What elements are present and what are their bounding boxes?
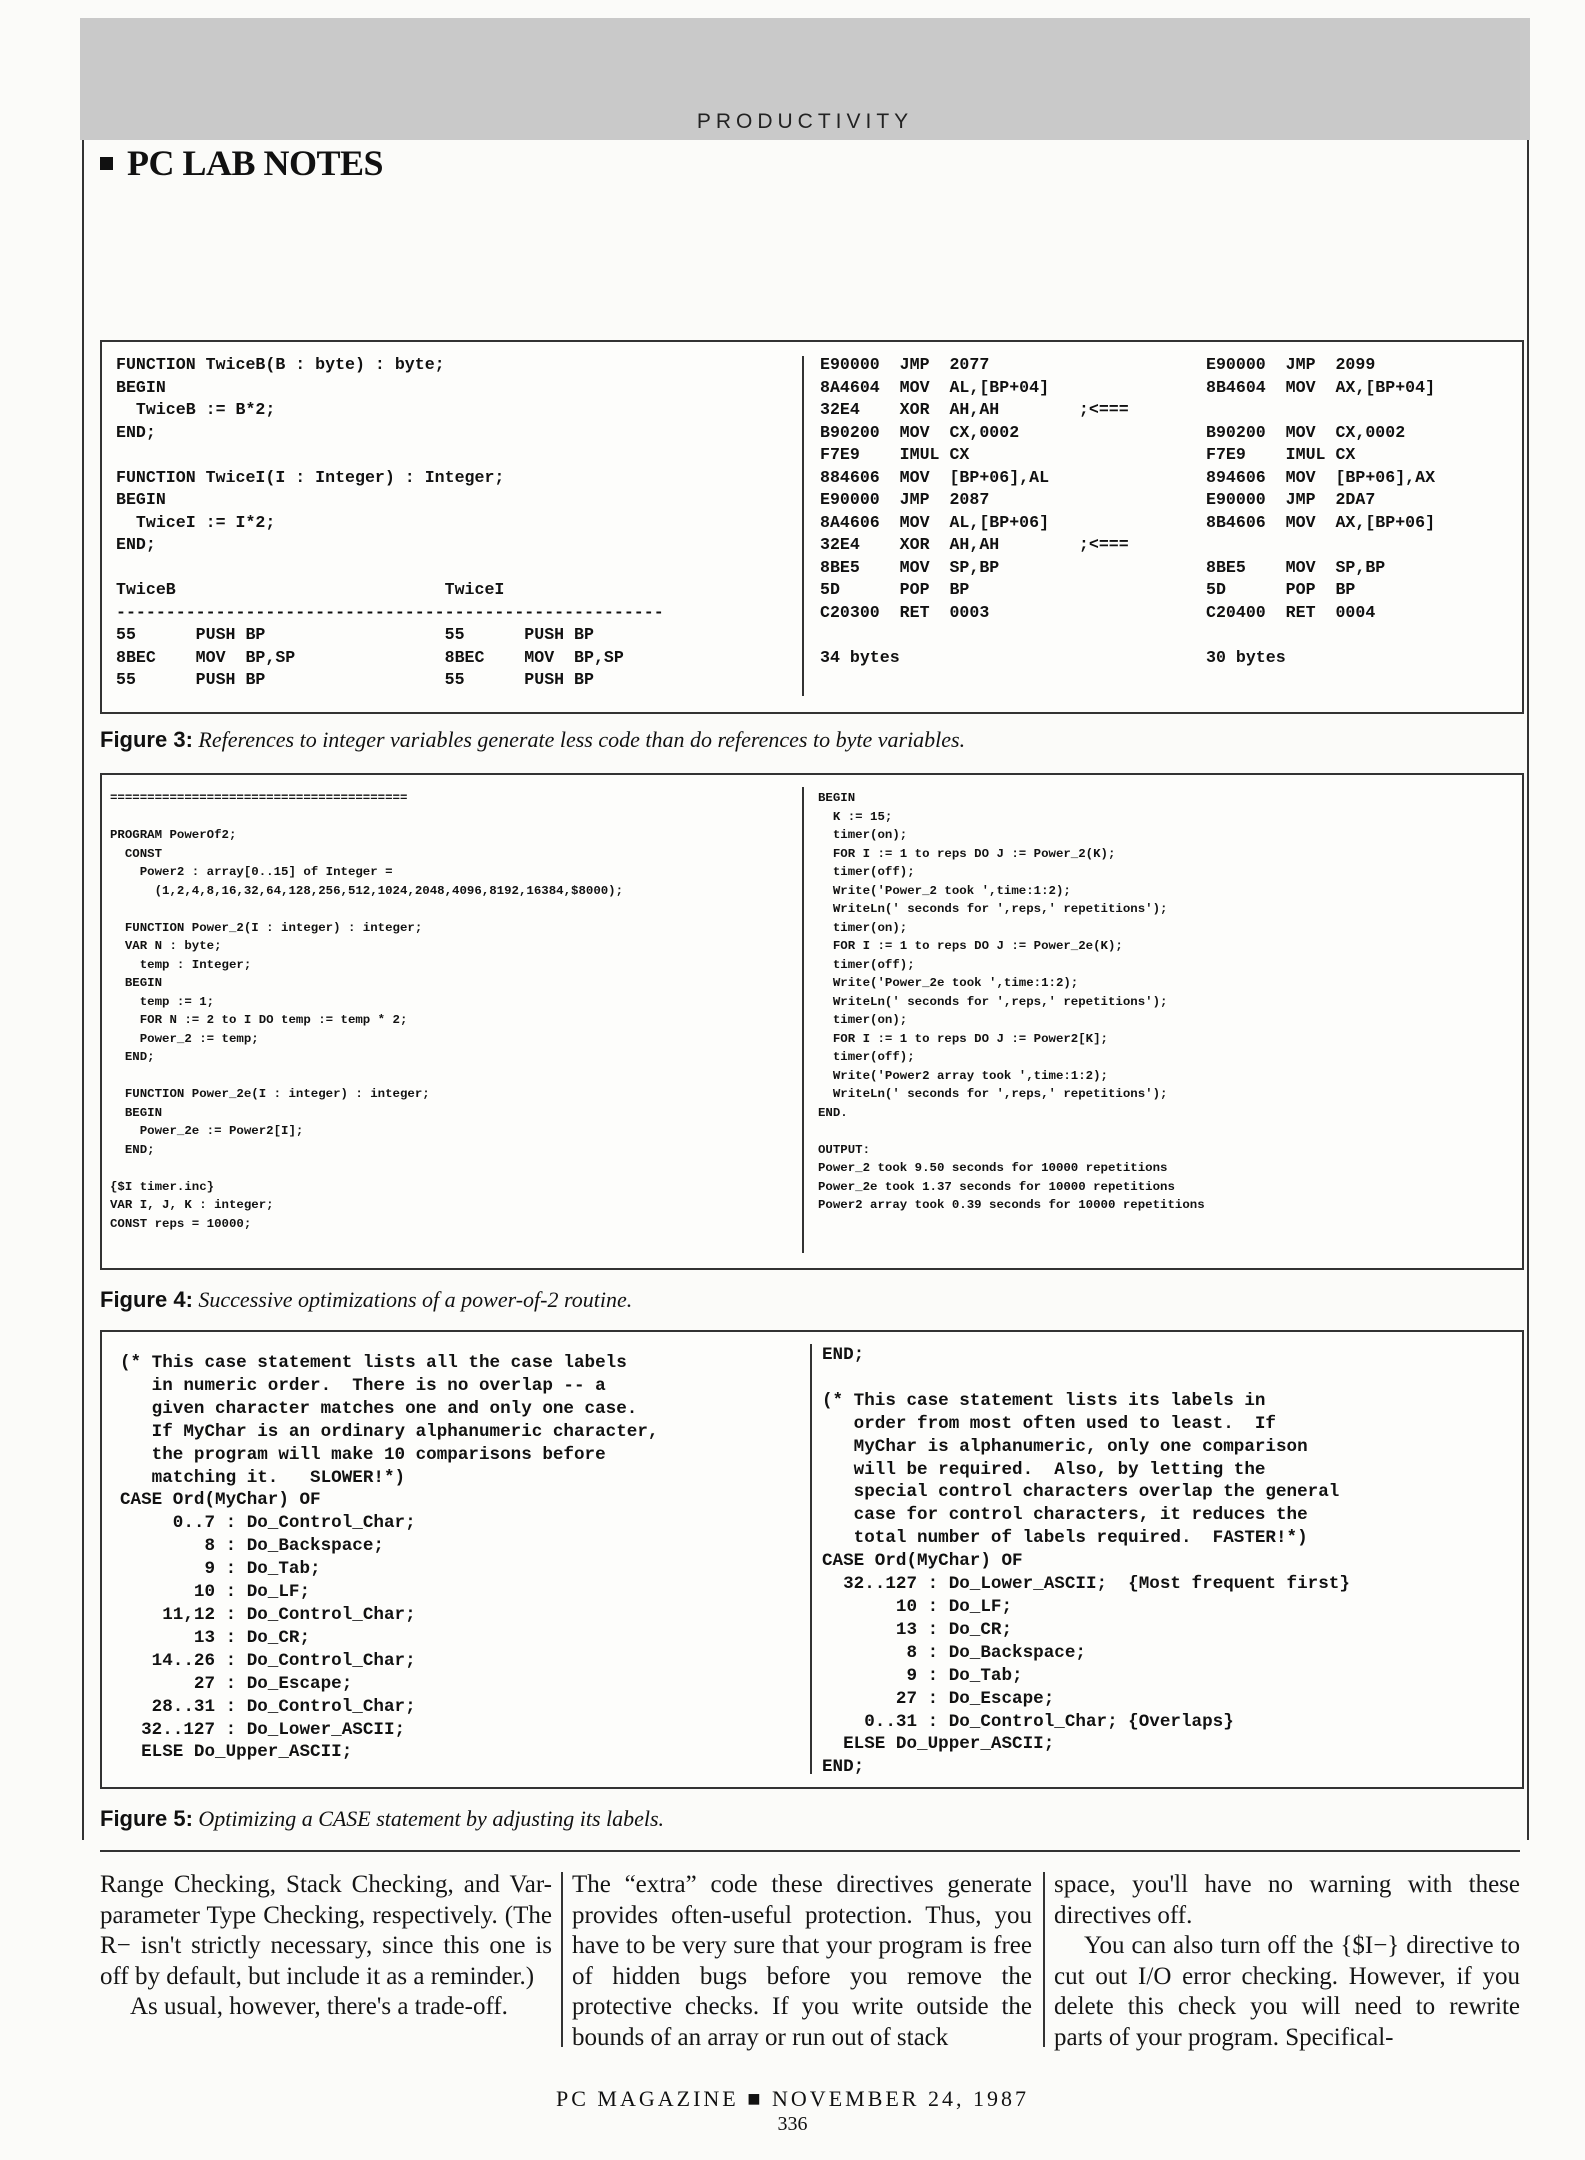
- figure-3-caption: [100, 727, 965, 753]
- body-col3-paragraph-2: You can also turn off the {$I−} directive to cut out I/O error checking. However, if you delete this check you will need to rewrite parts of your program. Specifical-: [1054, 1932, 1520, 2051]
- figure-4-right-code: BEGIN K := 15; timer(on); FOR I := 1 to reps DO J := Power_2(K); timer(off); Write('Power_2 took ',time:1:2); WriteLn(' seconds for ',reps,' repetitions'); timer(on); FOR I := 1 to reps DO J := Power_2e(K); timer(off); Write('Power_2e took ',time:1:2); WriteLn(' seconds for ',reps,' repetitions'); timer(on); FOR I := 1 to reps DO J := Power2[K]; timer(off); Write('Power2 array took ',time:1:2); WriteLn(' seconds for ',reps,' repetitions'); END. OUTPUT: Power_2 took 9.50 seconds for 10000 repetitions Power_2e took 1.37 seconds for 10000 repetitions Power2 array took 0.39 seconds for 10000 repetitions: [818, 791, 1205, 1212]
- figure-3-asm-byte: E90000 JMP 2077 8A4604 MOV AL,[BP+04] 32E4 XOR AH,AH ;<=== B90200 MOV CX,0002 F7E9 IMUL CX 884606 MOV [BP+06],AL E90000 JMP 2087 8A4606 MOV AL,[BP+06] 32E4 XOR AH,AH ;<=== 8BE5 MOV SP,BP 5D POP BP C20300 RET 0003 34 bytes: [820, 355, 1129, 667]
- body-col1-paragraph-1: Range Checking, Stack Checking, and Var-parameter Type Checking, respectively. (The R− isn't strictly necessary, since this one is off by default, but include it as a reminder.): [100, 1871, 552, 1990]
- body-column-2: [572, 1870, 1032, 2053]
- figure-4-left-code: ======================================== PROGRAM PowerOf2; CONST Power2 : array[0..15] of Integer = (1,2,4,8,16,32,64,128,256,512,1024,2048,4096,8192,16384,$8000); FUNCTION Power_2(I : integer) : integer; VAR N : byte; temp : Integer; BEGIN temp := 1; FOR N := 2 to I DO temp := temp * 2; Power_2 := temp; END; FUNCTION Power_2e(I : integer) : integer; BEGIN Power_2e := Power2[I]; END; {$I timer.inc} VAR I, J, K : integer; CONST reps = 10000;: [110, 791, 624, 1231]
- figure-4-box: [100, 773, 1524, 1270]
- figure-3-pascal-code: FUNCTION TwiceB(B : byte) : byte; BEGIN TwiceB := B*2; END; FUNCTION TwiceI(I : Integer) : Integer; BEGIN TwiceI := I*2; END; TwiceB TwiceI ------------------------------------------------------- 55 PUSH BP 55 PUSH BP 8BEC MOV BP,SP 8BEC MOV BP,SP 55 PUSH BP 55 PUSH BP: [116, 355, 664, 689]
- figure-4-divider: [802, 787, 804, 1253]
- figure-3-divider: [802, 356, 804, 696]
- section-rule: [100, 1850, 1520, 1852]
- column-frame-left: [82, 140, 84, 1840]
- figure-5-label: Figure 5:: [100, 1806, 193, 1831]
- body-column-1: [100, 1870, 552, 2023]
- section-label: PRODUCTIVITY: [696, 110, 914, 133]
- figure-5-box: [100, 1330, 1524, 1789]
- figure-3-box: [100, 340, 1524, 714]
- column-separator-1: [561, 1872, 563, 2047]
- figure-5-caption-text: Optimizing a CASE statement by adjusting its labels.: [198, 1806, 665, 1831]
- body-column-3: [1054, 1870, 1520, 2053]
- figure-5-right-code: END; (* This case statement lists its labels in order from most often used to least. If MyChar is alphanumeric, only one comparison will be required. Also, by letting the special control characters overlap the general case for control characters, it reduces the total number of labels required. FASTER!*) CASE Ord(MyChar) OF 32..127 : Do_Lower_ASCII; {Most frequent first} 10 : Do_LF; 13 : Do_CR; 8 : Do_Backspace; 9 : Do_Tab; 27 : Do_Escape; 0..31 : Do_Control_Char; {Overlaps} ELSE Do_Upper_ASCII; END;: [822, 1345, 1350, 1778]
- figure-5-caption: [100, 1806, 664, 1832]
- column-frame-right: [1527, 140, 1529, 1840]
- figure-3-caption-text: References to integer variables generate less code than do references to byte variables.: [198, 727, 966, 752]
- body-col2-paragraph-1: The “extra” code these directives generate provides often-useful protection. Thus, you have to be very sure that your program is free of hidden bugs before you remove the protective checks. If you write outside the bounds of an array or run out of stack: [572, 1871, 1032, 2051]
- body-col3-paragraph-1: space, you'll have no warning with these directives off.: [1054, 1871, 1520, 1929]
- figure-4-label: Figure 4:: [100, 1287, 193, 1312]
- column-title: [100, 142, 383, 184]
- page-number: 336: [777, 2113, 808, 2135]
- figure-4-caption: [100, 1287, 632, 1313]
- figure-5-left-code: (* This case statement lists all the case labels in numeric order. There is no overlap -- a given character matches one and only one case. If MyChar is an ordinary alphanumeric character, the program will make 10 comparisons before matching it. SLOWER!*) CASE Ord(MyChar) OF 0..7 : Do_Control_Char; 8 : Do_Backspace; 9 : Do_Tab; 10 : Do_LF; 11,12 : Do_Control_Char; 13 : Do_CR; 14..26 : Do_Control_Char; 27 : Do_Escape; 28..31 : Do_Control_Char; 32..127 : Do_Lower_ASCII; ELSE Do_Upper_ASCII;: [120, 1353, 659, 1763]
- footer-magazine-info: PC MAGAZINE ■ NOVEMBER 24, 1987: [556, 2086, 1029, 2111]
- column-title-text: PC LAB NOTES: [127, 143, 384, 183]
- figure-5-divider: [810, 1344, 812, 1774]
- column-separator-2: [1043, 1872, 1045, 2047]
- figure-4-caption-text: Successive optimizations of a power-of-2 routine.: [198, 1287, 633, 1312]
- header-band: [80, 18, 1530, 140]
- figure-3-label: Figure 3:: [100, 727, 193, 752]
- figure-3-asm-integer: E90000 JMP 2099 8B4604 MOV AX,[BP+04] B90200 MOV CX,0002 F7E9 IMUL CX 894606 MOV [BP+06],AX E90000 JMP 2DA7 8B4606 MOV AX,[BP+06] 8BE5 MOV SP,BP 5D POP BP C20400 RET 0004 30 bytes: [1206, 355, 1436, 667]
- bullet-square-icon: [100, 157, 113, 170]
- body-col1-paragraph-2: As usual, however, there's a trade-off.: [130, 1993, 508, 2020]
